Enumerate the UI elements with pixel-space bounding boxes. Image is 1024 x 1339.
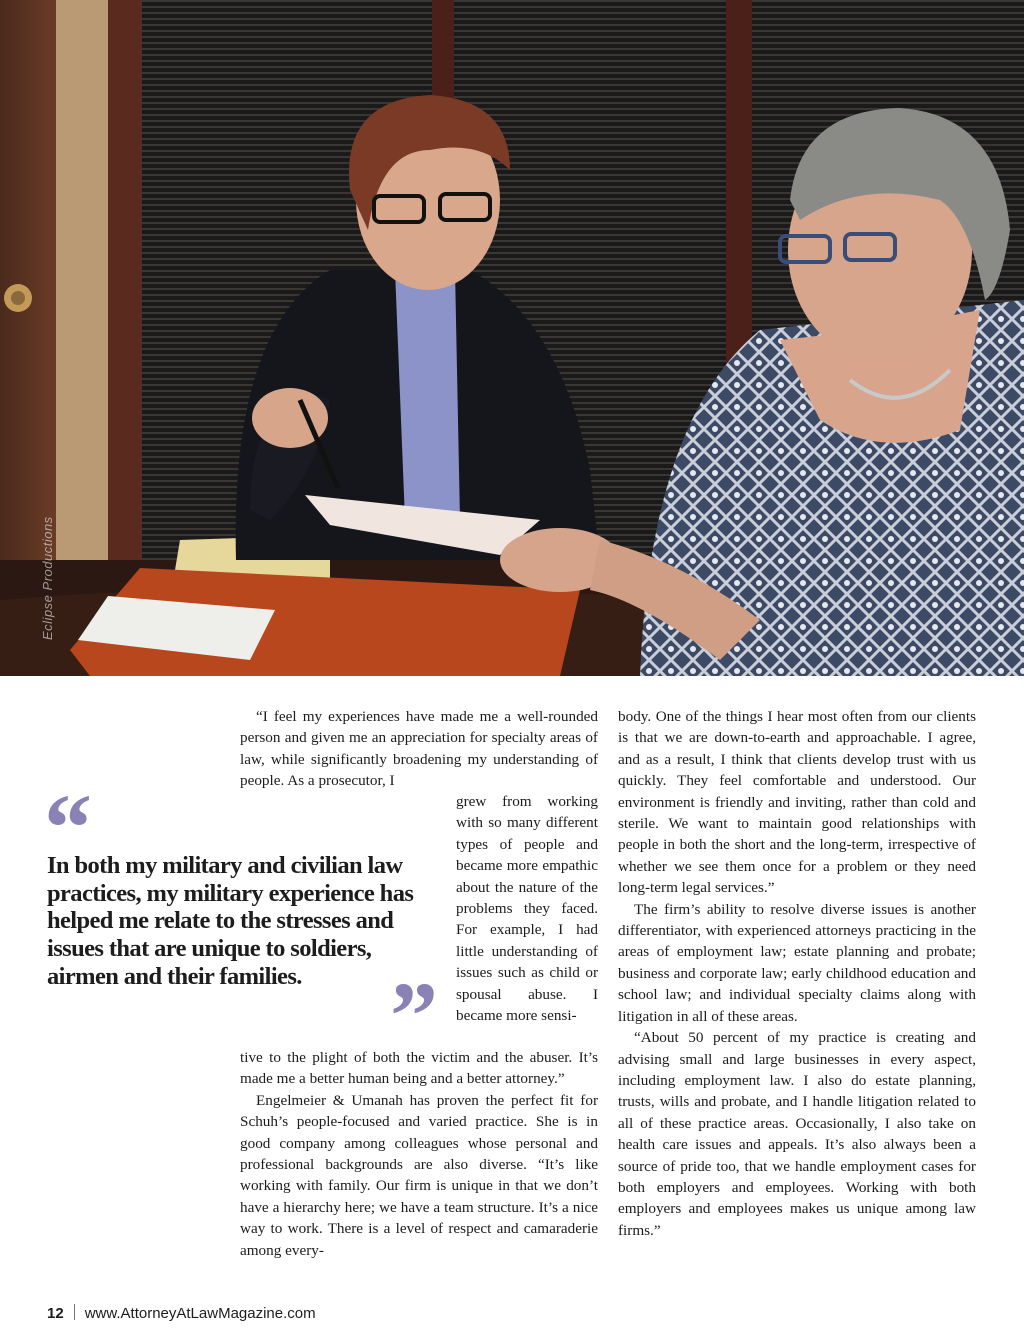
paragraph: “I feel my experiences have made me a well-rounded person and given me an appreciation for specialty areas of law, while significantly broadening my understanding of people. As a prosecutor, I [240, 708, 598, 790]
paragraph: Engelmeier & Umanah has proven the perfect fit for Schuh’s people-focused and varied practice. She is in good company among colleagues whose personal and professional backgrounds are also diverse. “It’s like working with family. Our firm is unique in that we don’t have a hierarchy here; we have a team structure. It’s a nice way to work. There is a level of respect and camaraderie among every- [240, 1091, 598, 1259]
open-quote-icon: “ [44, 774, 92, 881]
article-column-1-top [240, 706, 598, 792]
article-column-1-narrow [456, 791, 598, 1026]
paragraph: “About 50 percent of my practice is creating and advising small and large businesses in every aspect, including employment law. I also do estate planning, trusts, wills and probate, and I handle litigation related to all of these practice areas. Occasionally, I also take on health care issues and appeals. It’s also always been a source of pride too, that we handle employment cases for both employers and employees. Working with both employers and employees makes us unique among law firms.” [618, 1029, 976, 1239]
paragraph: tive to the plight of both the victim and the abuser. It’s made me a better human being and a better attorney.” [240, 1049, 598, 1088]
page-number: 12 [47, 1305, 64, 1322]
website-link[interactable]: www.AttorneyAtLawMagazine.com [84, 1305, 316, 1322]
footer-divider [74, 1304, 75, 1320]
paragraph: body. One of the things I hear most often from our clients is that we are down-to-earth and approachable. I agree, and as a result, I think that clients develop trust with us quickly. They feel comfortable and understood. Our environment is friendly and inviting, rather than cold and sterile. We want to maintain good relationships with people in both the short and the long-term, irrespective of whether we see them once for a problem or they need long-term legal services.” [618, 708, 976, 897]
photo-credit: Eclipse Productions [40, 516, 55, 640]
paragraph: grew from working with so many different types of people and became more empathic about the nature of the problems they faced. For example, I had little understanding of issues such as child or spousal abuse. I became more sensi- [456, 793, 598, 1025]
paragraph: The firm’s ability to resolve diverse issues is another differentiator, with experienced attorneys practicing in the areas of employment law; estate planning and probate; business and corporate law; early childhood education and school law; and individual specialty claims along with litigation in all of these areas. [618, 900, 976, 1025]
article-column-2 [618, 706, 976, 1241]
article-column-1-bottom [240, 1047, 598, 1261]
close-quote-icon: ” [390, 962, 438, 1069]
page-footer [47, 1304, 316, 1322]
pull-quote: In both my military and civilian law practices, my military experience has helped me relate to the stresses and issues that are unique to soldiers, airmen and their families. [47, 852, 414, 990]
